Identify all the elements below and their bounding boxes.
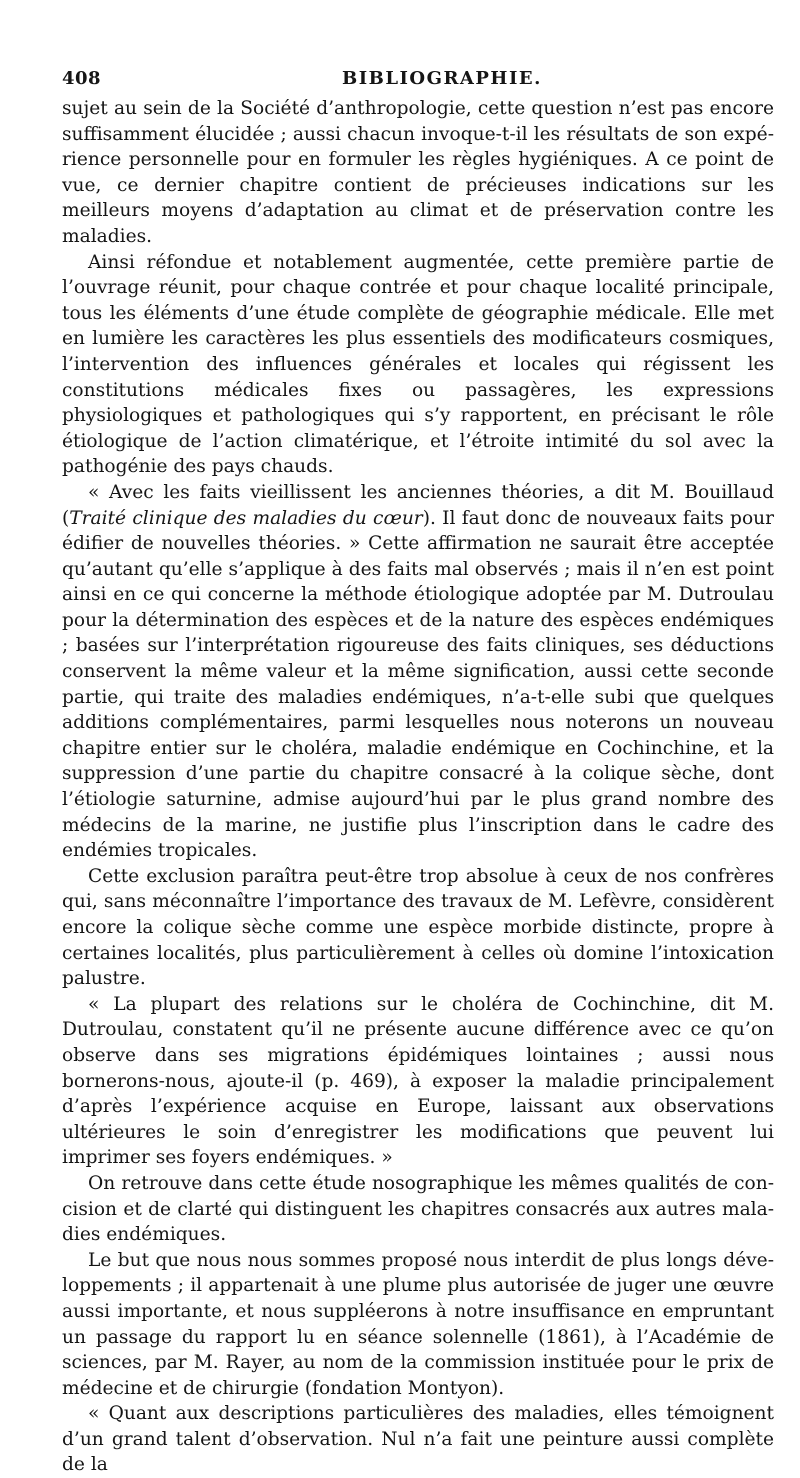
paragraph: On retrouve dans cette étude nosographique les mêmes qualités de concision et de clarté qui distinguent les chapitres consacrés aux autres maladies endémiques. [62,1172,774,1246]
paragraph: sujet au sein de la Société d’anthropologie, cette question n’est pas encore suffisamment élucidée ; aussi chacun invoque-t-il les résultats de son expérience personnelle pour en formuler les règles hygiéniques. A ce point de vue, ce dernier chapitre contient de précieuses indications sur les meilleurs moyens d’adaptation au climat et de préservation contre les maladies. [62,98,774,247]
book-title: Traité clinique des maladies du cœur [69,507,423,529]
paragraph: « Avec les faits vieillissent les anciennes théories, a dit M. Bouillaud (Traité clinique des maladies du cœur). Il faut donc de nouveaux faits pour édifier de nouvelles théories. » Cette affirmation ne saurait être acceptée qu’autant qu’elle s’applique à des faits mal observés ; mais il n’en est point ainsi en ce qui concerne la méthode étiologique adoptée par M. Dutroulau pour la détermination des espèces et de la nature des espèces endémiques ; basées sur l’interprétation rigoureuse des faits cliniques, ses déductions conservent la même valeur et la même signification, aussi cette seconde partie, qui traite des maladies endémiques, n’a-t-elle subi que quelques additions complémentaires, parmi lesquelles nous noterons un nouveau chapitre entier sur le choléra, maladie endémique en Cochinchine, et la suppression d’une partie du chapitre consacré à la colique sèche, dont l’étiologie saturnine, admise aujourd’hui par le plus grand nombre des médecins de la marine, ne justifie plus l’inscription dans le cadre des endémies tropicales. [62,481,774,862]
body-text [62,96,774,1478]
paragraph: « Quant aux descriptions particulières des maladies, elles témoignent d’un grand talent d’observation. Nul n’a fait une peinture aussi complète de la [62,1403,774,1476]
paragraph: Le but que nous nous sommes proposé nous interdit de plus longs développements ; il appartenait à une plume plus autorisée de juger une œuvre aussi importante, et nous suppléerons à notre insuffisance en empruntant un passage du rapport lu en séance solennelle (1861), à l’Académie de sciences, par M. Rayer, au nom de la commission instituée pour le prix de médecine et de chirurgie (fondation Montyon). [62,1249,774,1399]
paragraph: Ainsi réfondue et notablement augmentée, cette première partie de l’ouvrage réunit, pour chaque contrée et pour chaque localité principale, tous les éléments d’une étude complète de géographie médicale. Elle met en lumière les caractères les plus essentiels des modificateurs cosmiques, l’intervention des influences générales et locales qui régissent les constitutions médicales fixes ou passagères, les expressions physiologiques et pathologiques qui s’y rapportent, en précisant le rôle étiologique de l’action climatérique, et l’étroite intimité du sol avec la pathogénie des pays chauds. [62,251,774,478]
paragraph: Cette exclusion paraîtra peut-être trop absolue à ceux de nos confrères qui, sans méconnaître l’importance des travaux de M. Lefèvre, considèrent encore la colique sèche comme une espèce morbide distincte, propre à certaines localités, plus particulièrement à celles où domine l’intoxication palustre. [62,865,774,990]
page-number: 408 [62,68,102,89]
running-head: BIBLIOGRAPHIE. [342,68,542,89]
page-header [62,58,774,96]
book-page [62,58,774,1478]
paragraph: « La plupart des relations sur le choléra de Cochinchine, dit M. Dutroulau, constatent qu’il ne présente aucune différence avec ce qu’on observe dans ses migrations épidémiques lointaines ; aussi nous bornerons-nous, ajoute-il (p. 469), à exposer la maladie principalement d’après l’expérience acquise en Europe, laissant aux observations ultérieures le soin d’enregistrer les modifications que peuvent lui imprimer ses foyers endémiques. » [62,993,774,1169]
